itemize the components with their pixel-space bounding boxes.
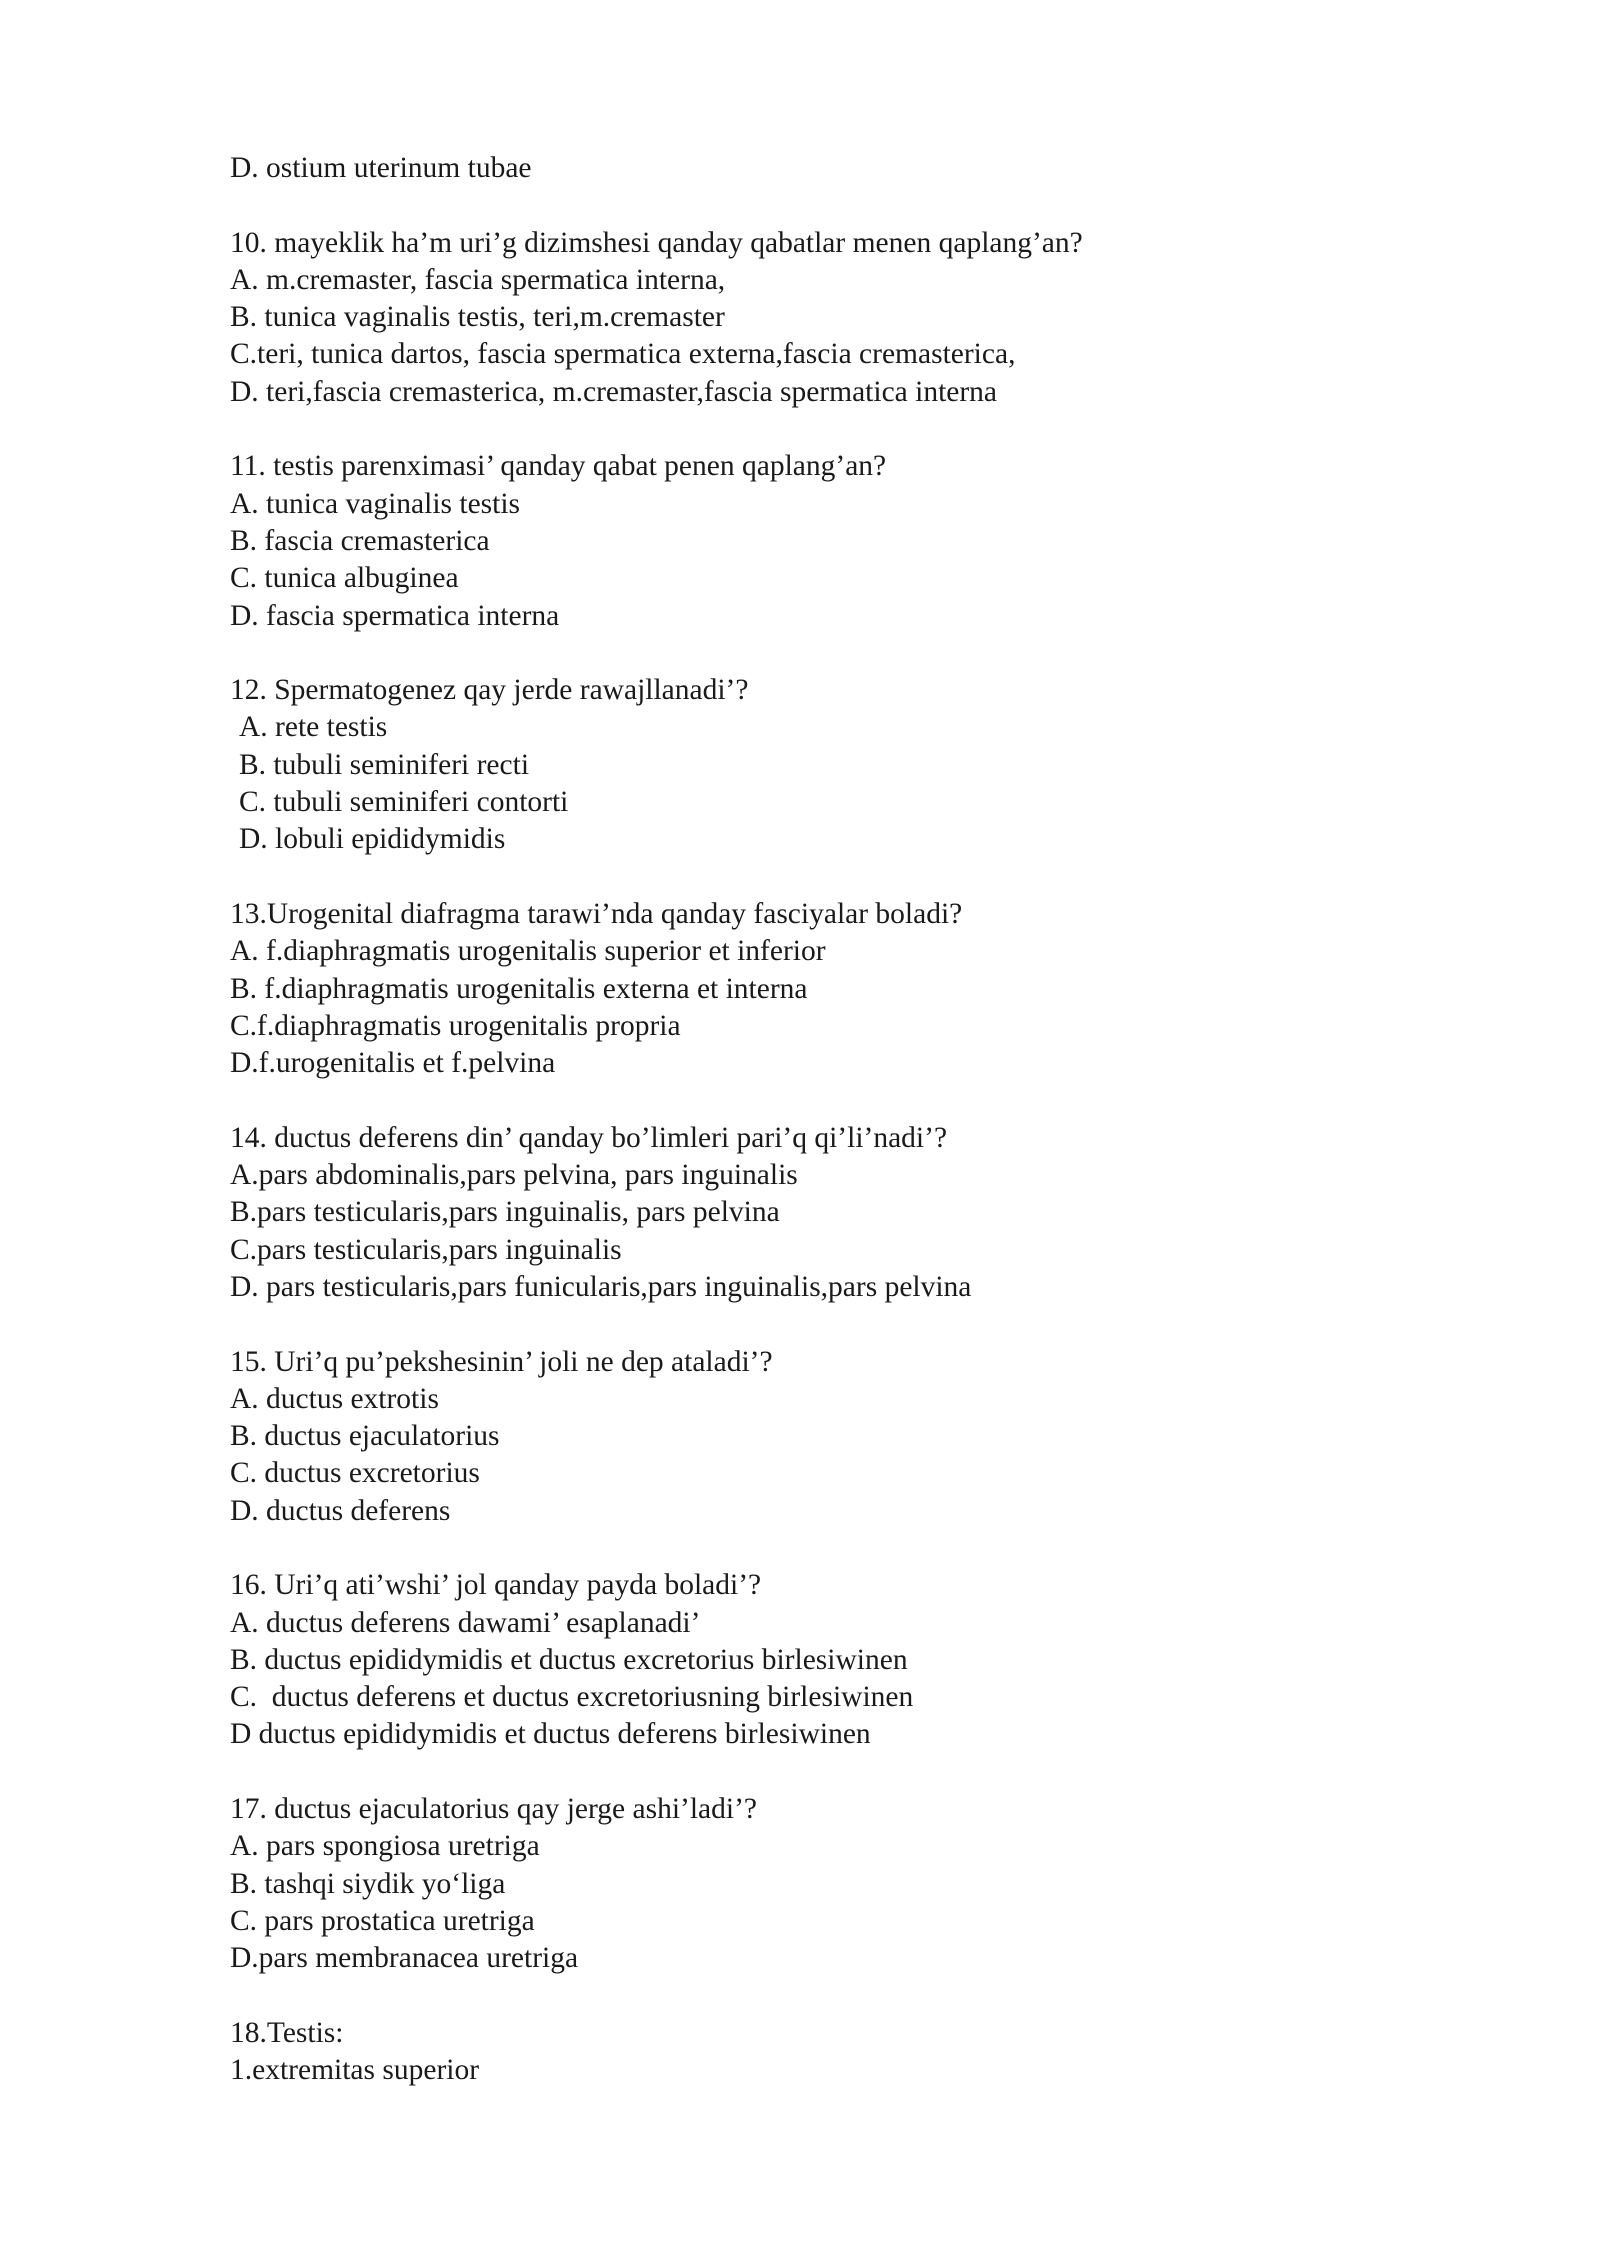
option-b: B. tubuli seminiferi recti	[239, 748, 530, 781]
option-c: C.teri, tunica dartos, fascia spermatica externa,fascia cremasterica,	[230, 338, 1016, 371]
lead-option: D. ostium uterinum tubae	[230, 152, 532, 184]
question-text: 12. Spermatogenez qay jerde rawajllanadi’?	[230, 674, 749, 707]
option-d: D. teri,fascia cremasterica, m.cremaster,fascia spermatica interna	[230, 375, 998, 408]
option-a: A. ductus extrotis	[230, 1382, 439, 1415]
spacer	[230, 1082, 1530, 1119]
option-c: C. ductus excretorius	[230, 1457, 480, 1490]
option-b: B. ductus epididymidis et ductus excretorius birlesiwinen	[230, 1643, 908, 1676]
option-c: C. pars prostatica uretriga	[230, 1904, 535, 1937]
question-text: 10. mayeklik ha’m uri’g dizimshesi qanday qabatlar menen qaplang’an?	[230, 226, 1083, 259]
option-a: A. ductus deferens dawami’ esaplanadi’	[230, 1606, 701, 1639]
document-page	[230, 150, 1530, 2089]
option-d: D ductus epididymidis et ductus deferens birlesiwinen	[230, 1718, 871, 1751]
option-a: A. f.diaphragmatis urogenitalis superior et inferior	[230, 935, 826, 968]
option-d: D.f.urogenitalis et f.pelvina	[230, 1047, 556, 1080]
option-c: C. tubuli seminiferi contorti	[239, 786, 569, 819]
option-1: 1.extremitas superior	[230, 2054, 480, 2087]
question-block	[230, 225, 1530, 411]
option-d: D. fascia spermatica interna	[230, 599, 560, 632]
spacer	[230, 187, 1530, 224]
option-c: C.f.diaphragmatis urogenitalis propria	[230, 1009, 681, 1042]
spacer	[230, 859, 1530, 896]
question-text: 17. ductus ejaculatorius qay jerge ashi’ladi’?	[230, 1793, 757, 1826]
spacer	[230, 1754, 1530, 1791]
spacer	[230, 1530, 1530, 1567]
option-d: D.pars membranacea uretriga	[230, 1942, 579, 1975]
option-a: A. rete testis	[239, 711, 388, 744]
question-block	[230, 2015, 1530, 2090]
option-d: D. pars testicularis,pars funicularis,pars inguinalis,pars pelvina	[230, 1270, 972, 1303]
option-c: C. ductus deferens et ductus excretoriusning birlesiwinen	[230, 1681, 914, 1714]
option-b: B.pars testicularis,pars inguinalis, pars pelvina	[230, 1196, 780, 1229]
option-b: B. tunica vaginalis testis, teri,m.cremaster	[230, 301, 725, 334]
spacer	[230, 1306, 1530, 1343]
question-block	[230, 1120, 1530, 1306]
question-block	[230, 448, 1530, 634]
option-d: D. lobuli epididymidis	[239, 823, 506, 856]
question-text: 11. testis parenximasi’ qanday qabat penen qaplang’an?	[230, 450, 887, 483]
option-a: A. m.cremaster, fascia spermatica interna,	[230, 263, 726, 296]
question-block	[230, 1567, 1530, 1753]
question-block	[230, 896, 1530, 1082]
option-b: B. f.diaphragmatis urogenitalis externa et interna	[230, 972, 808, 1005]
question-text: 18.Testis:	[230, 2016, 344, 2049]
option-b: B. ductus ejaculatorius	[230, 1420, 500, 1453]
question-text: 16. Uri’q ati’wshi’ jol qanday payda boladi’?	[230, 1569, 762, 1602]
question-text: 13.Urogenital diafragma tarawi’nda qanday fasciyalar boladi?	[230, 897, 963, 930]
option-a: A. tunica vaginalis testis	[230, 487, 521, 520]
question-block	[230, 1791, 1530, 1977]
option-d: D. ductus deferens	[230, 1494, 451, 1527]
option-a: A.pars abdominalis,pars pelvina, pars inguinalis	[230, 1159, 798, 1192]
option-b: B. fascia cremasterica	[230, 524, 490, 557]
spacer	[230, 411, 1530, 448]
option-b: B. tashqi siydik yo‘liga	[230, 1867, 506, 1900]
question-text: 15. Uri’q pu’pekshesinin’ joli ne dep ataladi’?	[230, 1345, 773, 1378]
spacer	[230, 635, 1530, 672]
question-block	[230, 672, 1530, 858]
question-text: 14. ductus deferens din’ qanday bo’limleri pari’q qi’li’nadi’?	[230, 1121, 948, 1154]
option-c: C. tunica albuginea	[230, 562, 459, 595]
question-block	[230, 1344, 1530, 1530]
option-a: A. pars spongiosa uretriga	[230, 1830, 540, 1863]
option-c: C.pars testicularis,pars inguinalis	[230, 1233, 622, 1266]
spacer	[230, 1978, 1530, 2015]
